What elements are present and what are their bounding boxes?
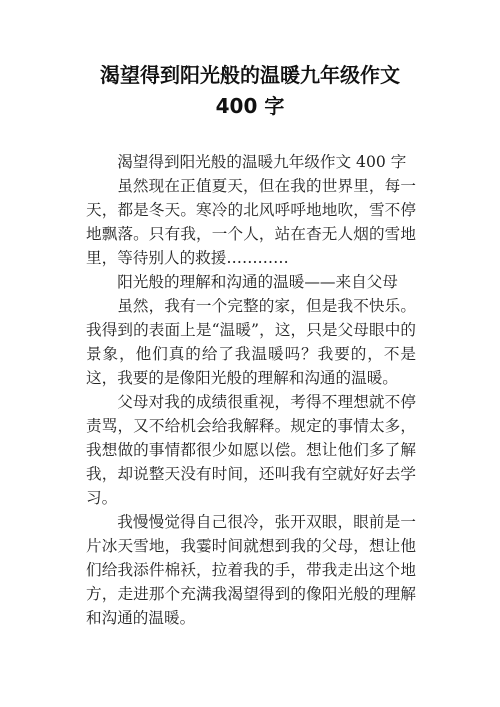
document-title-line-1: 渴望得到阳光般的温暖九年级作文 xyxy=(100,63,400,87)
paragraph-cold: 我慢慢觉得自己很冷，张开双眼，眼前是一片冰天雪地，我霎时间就想到我的父母，想让他们给我添件棉袄，拉着我的手，带我走出这个地方，走进那个充满我渴望得到的像阳光般的理解和沟通的温暖。 xyxy=(86,513,416,627)
paragraph-heading: 阳光般的理解和沟通的温暖——来自父母 xyxy=(117,273,398,291)
document-body xyxy=(86,150,416,630)
document-title-line-2: 400 字 xyxy=(215,94,285,118)
paragraph-subtitle: 渴望得到阳光般的温暖九年级作文 400 字 xyxy=(117,153,407,171)
paragraph-parents: 父母对我的成绩很重视，考得不理想就不停责骂，又不给机会给我解释。规定的事情太多，我想做的事情都很少如愿以偿。想让他们多了解我，却说整天没有时间，还叫我有空就好好去学习。 xyxy=(86,393,416,507)
paragraph-intro: 虽然现在正值夏天，但在我的世界里，每一天，都是冬天。寒冷的北风呼呼地地吹，雪不停地飘落。只有我，一个人，站在杳无人烟的雪地里，等待别人的救援………… xyxy=(86,177,416,267)
paragraph-family: 虽然，我有一个完整的家，但是我不快乐。我得到的表面上是“温暖”，这，只是父母眼中的景象，他们真的给了我温暖吗？我要的，不是这，我要的是像阳光般的理解和沟通的温暖。 xyxy=(86,297,416,387)
